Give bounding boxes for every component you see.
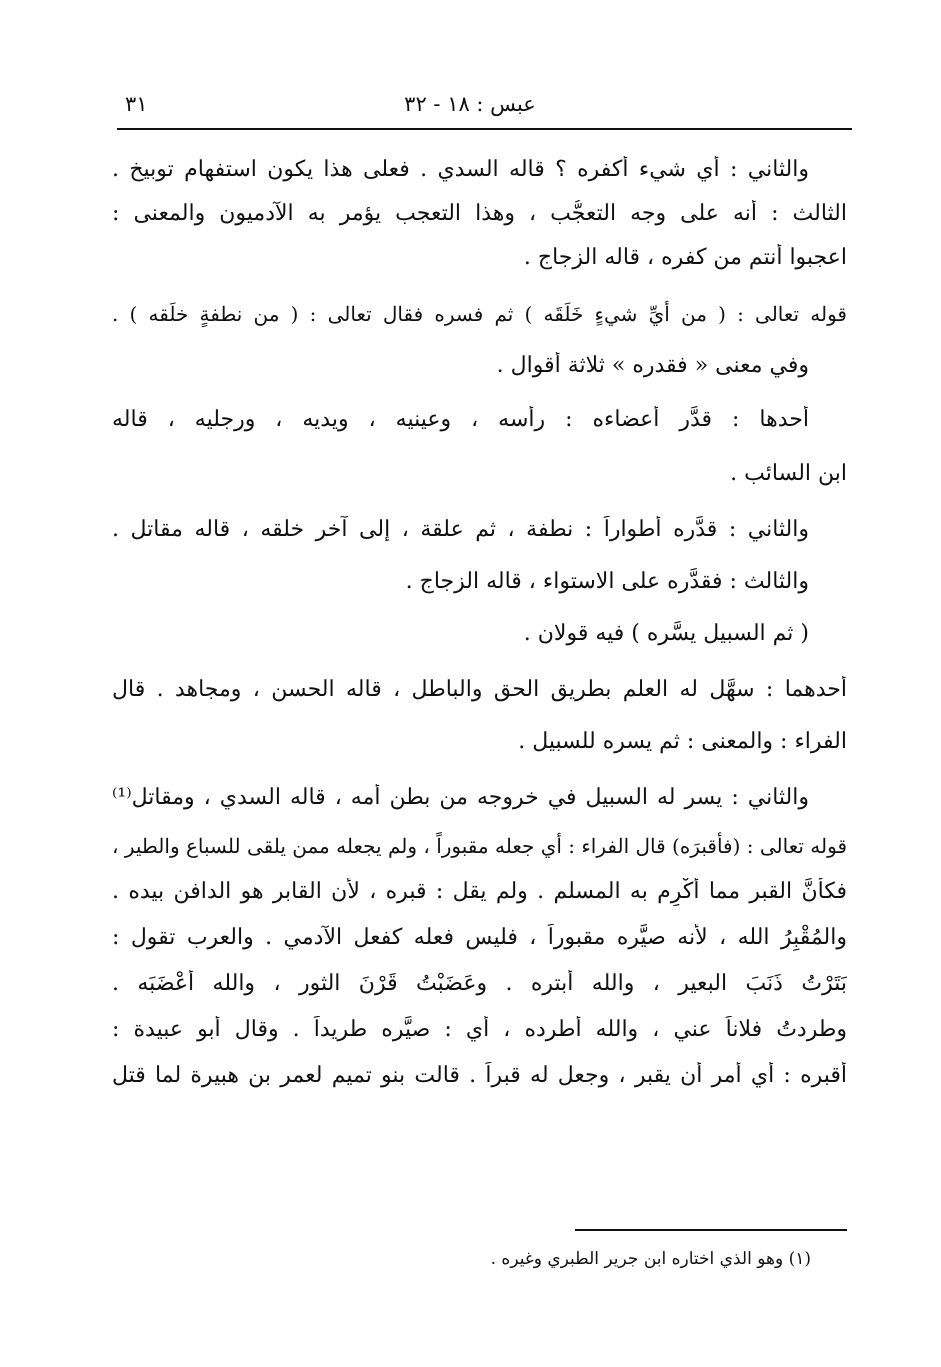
text-line: والثاني : يسر له السبيل في خروجه من بطن أمه ، قاله السدي ، ومقاتل⁽¹⁾ — [112, 785, 809, 810]
text-line: قوله تعالى : (فأقبرَه) قال الفراء : أي جعله مقبوراً ، ولم يجعله ممن يلقى للسباع والطير ، — [112, 834, 847, 858]
text-line: فكأنَّ القبر مما أكْرِم به المسلم . ولم يقل : قبره ، لأن القابر هو الدافن بيده . — [112, 879, 847, 904]
header-divider — [117, 128, 852, 130]
footnote-divider — [575, 1229, 847, 1231]
running-title: عبس : ١٨ - ٣٢ — [404, 92, 536, 116]
page-header — [125, 92, 815, 124]
text-line: أقبره : أي أمر أن يقبر ، وجعل له قبراً . قالت بنو تميم لعمر بن هبيرة لما قتل — [112, 1063, 847, 1088]
body-text — [112, 142, 847, 1090]
page-number: ٣١ — [125, 92, 148, 116]
text-line: الثالث : أنه على وجه التعجُّب ، وهذا التعجب يؤمر به الآدميون والمعنى : — [112, 201, 847, 226]
text-line: أحدها : قدَّر أعضاءه : رأسه ، وعينيه ، ويديه ، ورجليه ، قاله — [112, 407, 809, 432]
text-line: وفي معنى « فقدره » ثلاثة أقوال . — [496, 353, 809, 378]
text-line: وطردتُ فلاناً عني ، والله أطرده ، أي : صيَّره طريداً . وقال أبو عبيدة : — [112, 1017, 847, 1042]
text-line: أحدهما : سهَّل له العلم بطريق الحق والباطل ، قاله الحسن ، ومجاهد . قال — [112, 677, 847, 702]
text-line: بَتَرْتُ ذَنَبَ البعير ، والله أبتره . وعَضَبْتُ قَرْنَ الثور ، والله أعْضَبَه . — [112, 971, 847, 996]
text-line: اعجبوا أنتم من كفره ، قاله الزجاج . — [523, 245, 847, 270]
text-line: والثاني : أي شيء أكفره ؟ قاله السدي . فعلى هذا يكون استفهام توبيخ . — [112, 157, 809, 182]
text-line: والمُقْبِرُ الله ، لأنه صيَّره مقبوراً ، فليس فعله كفعل الآدمي . والعرب تقول : — [112, 925, 847, 950]
text-line: والثالث : فقدَّره على الاستواء ، قاله الزجاج . — [405, 569, 809, 594]
text-line: الفراء : والمعنى : ثم يسره للسبيل . — [518, 729, 847, 754]
text-line: ابن السائب . — [730, 461, 847, 486]
text-line: ( ثم السبيل يسَّره ) فيه قولان . — [523, 621, 809, 646]
footnote: (١) وهو الذي اختاره ابن جرير الطبري وغيره . — [490, 1249, 811, 1269]
text-line: قوله تعالى : ( من أيِّ شيءٍ خَلَقَه ) ثم فسره فقال تعالى : ( من نطفةٍ خلَقه ) . — [112, 302, 847, 326]
text-line: والثاني : قدَّره أطواراً : نطفة ، ثم علقة ، إلى آخر خلقه ، قاله مقاتل . — [112, 517, 809, 542]
